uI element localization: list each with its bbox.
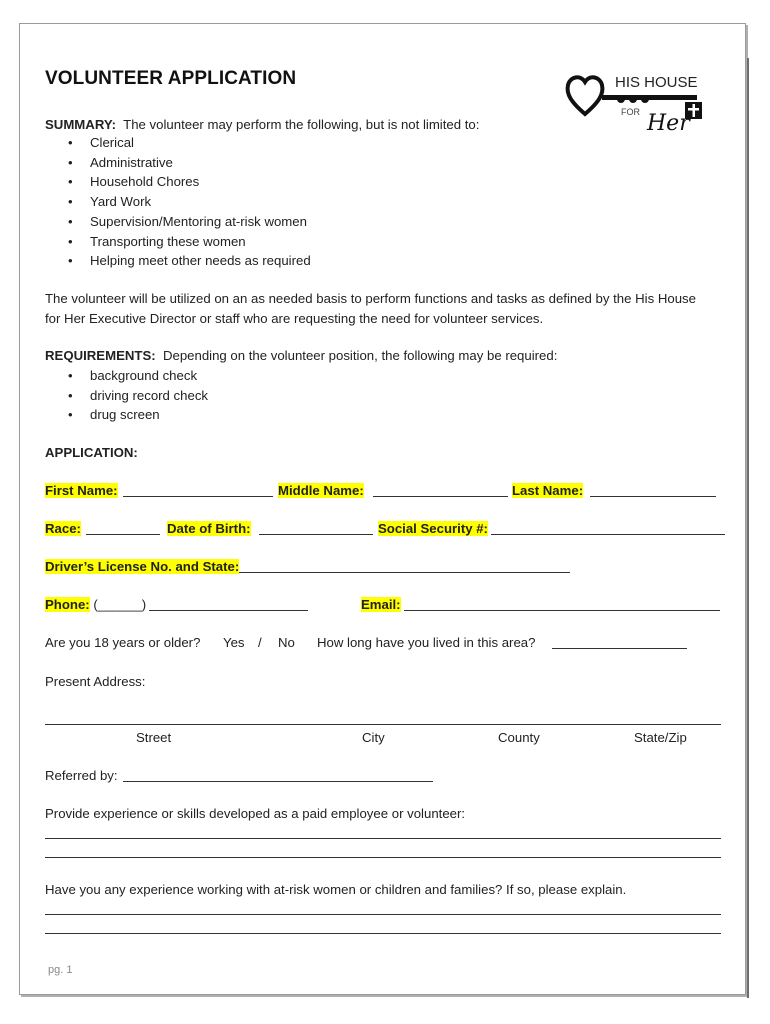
dl-field[interactable] (239, 572, 570, 573)
atrisk-question: Have you any experience working with at-risk women or children and families? If so, please explain. (45, 882, 627, 897)
list-item: • Administrative (68, 153, 311, 173)
list-item: • driving record check (68, 386, 208, 406)
list-item: • drug screen (68, 405, 208, 425)
heart-key-icon (563, 70, 713, 140)
utilization-paragraph: The volunteer will be utilized on an as needed basis to perform functions and tasks as defined by the His House for Her Executive Director or staff who are requesting the need for volunteer services. (45, 291, 696, 326)
logo-for: FOR (621, 107, 640, 117)
requirements-list (68, 366, 208, 425)
requirements-text: Depending on the volunteer position, the following may be required: (162, 348, 558, 363)
logo-her: Her (647, 111, 690, 136)
referred-by-label: Referred by: (45, 768, 118, 783)
area-duration-field[interactable] (552, 648, 687, 649)
city-caption: City (362, 730, 385, 745)
dob-field[interactable] (259, 534, 373, 535)
requirements-line (45, 346, 557, 366)
area-question: How long have you lived in this area? (317, 635, 536, 650)
first-name-label: First Name: (45, 483, 118, 498)
county-caption: County (498, 730, 540, 745)
summary-line (45, 115, 479, 135)
last-name-field[interactable] (590, 496, 716, 497)
dob-label: Date of Birth: (167, 521, 251, 536)
list-item: • Yard Work (68, 192, 311, 212)
page-number: pg. 1 (48, 964, 73, 976)
page-title: VOLUNTEER APPLICATION (45, 68, 297, 89)
race-field[interactable] (86, 534, 160, 535)
first-name-field[interactable] (123, 496, 273, 497)
state-zip-caption: State/Zip (634, 730, 687, 745)
email-label: Email: (361, 597, 401, 612)
age-question: Are you 18 years or older? (45, 635, 201, 650)
experience-question: Provide experience or skills developed as a paid employee or volunteer: (45, 806, 466, 821)
requirements-label: REQUIREMENTS: (45, 348, 156, 363)
no-option[interactable]: No (278, 635, 295, 650)
summary-label: SUMMARY: (45, 117, 117, 132)
duties-list (68, 133, 311, 271)
logo-line1: HIS HOUSE (615, 74, 698, 91)
last-name-label: Last Name: (512, 483, 584, 498)
present-address-label: Present Address: (45, 674, 146, 689)
list-item: • Household Chores (68, 172, 311, 192)
list-item: • Transporting these women (68, 232, 311, 252)
dl-label: Driver’s License No. and State: (45, 559, 240, 574)
list-item: • Supervision/Mentoring at-risk women (68, 212, 311, 232)
referred-by-field[interactable] (123, 781, 433, 782)
atrisk-line-1[interactable] (45, 914, 721, 915)
street-caption: Street (136, 730, 172, 745)
list-item: • background check (68, 366, 208, 386)
his-house-logo (563, 70, 713, 140)
summary-text: The volunteer may perform the following, but is not limited to: (123, 117, 480, 132)
list-item: • Clerical (68, 133, 311, 153)
email-field[interactable] (404, 610, 720, 611)
ssn-field[interactable] (491, 534, 725, 535)
atrisk-line-2[interactable] (45, 933, 721, 934)
ssn-label: Social Security #: (378, 521, 488, 536)
race-label: Race: (45, 521, 81, 536)
application-heading: APPLICATION: (45, 445, 138, 460)
experience-line-1[interactable] (45, 838, 721, 839)
yes-no-separator: / (258, 635, 262, 650)
phone-field[interactable] (149, 610, 308, 611)
middle-name-label: Middle Name: (278, 483, 364, 498)
yes-option[interactable]: Yes (223, 635, 245, 650)
address-field[interactable] (45, 724, 721, 725)
experience-line-2[interactable] (45, 857, 721, 858)
middle-name-field[interactable] (373, 496, 508, 497)
list-item: • Helping meet other needs as required (68, 251, 311, 271)
phone-area-code[interactable]: (______) (93, 597, 147, 612)
phone-label: Phone: (______) (45, 597, 147, 612)
